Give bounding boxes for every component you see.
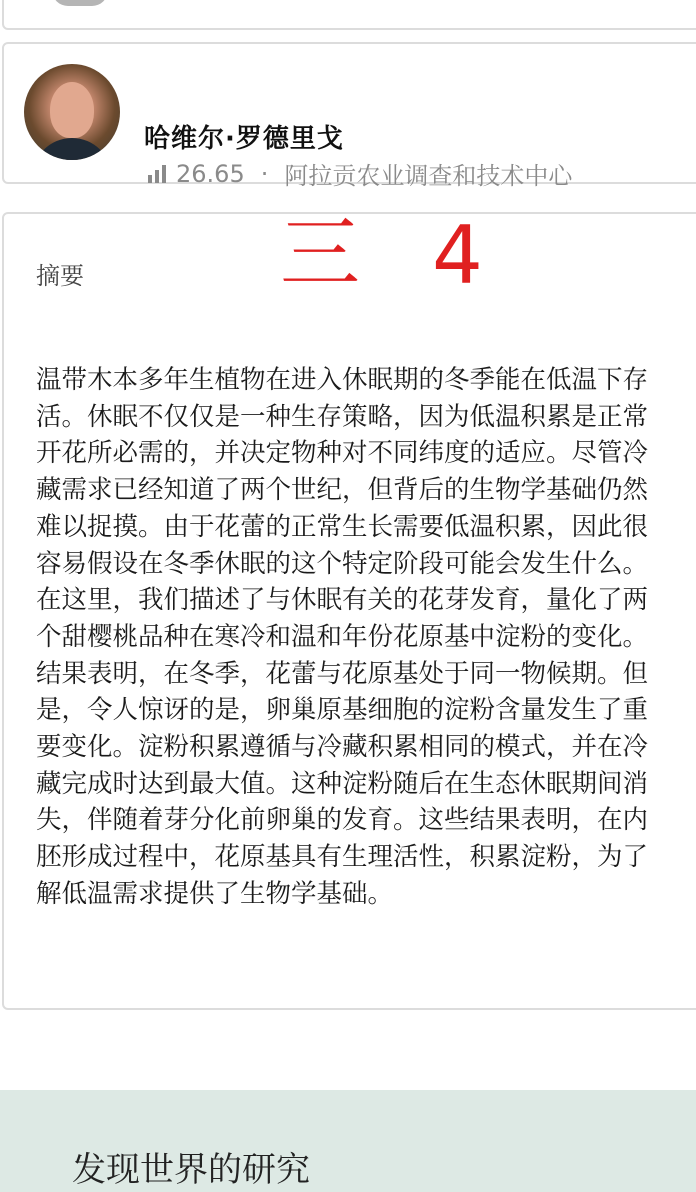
annotation-marker-three: 三 bbox=[280, 207, 360, 300]
abstract-header bbox=[2, 207, 696, 331]
previous-card[interactable] bbox=[2, 0, 696, 30]
abstract-label: 摘要 bbox=[36, 262, 84, 290]
avatar-face bbox=[50, 82, 94, 138]
avatar-shirt bbox=[32, 138, 112, 160]
author-score: 26.65 bbox=[176, 159, 245, 188]
previous-avatar bbox=[52, 0, 108, 6]
discover-title: 发现世界的研究 bbox=[72, 1150, 310, 1190]
abstract-body bbox=[2, 328, 696, 1010]
annotation-marker-four: 4 bbox=[432, 209, 483, 302]
meta-separator: · bbox=[260, 159, 269, 188]
avatar[interactable] bbox=[24, 64, 120, 160]
abstract-text: 温带木本多年生植物在进入休眠期的冬季能在低温下存活。休眠不仅仅是一种生存策略，因为低温积累是正常开花所必需的，并决定物种对不同纬度的适应。尽管冷藏需求已经知道了两个世纪，但背后的生物学基础仍然难以捉摸。由于花蕾的正常生长需要低温积累，因此很容易假设在冬季休眠的这个特定阶段可能会发生什么。在这里，我们描述了与休眠有关的花芽发育，量化了两个甜樱桃品种在寒冷和温和年份花原基中淀粉的变化。结果表明，在冬季，花蕾与花原基处于同一物候期。但是，令人惊讶的是，卵巢原基细胞的淀粉含量发生了重要变化。淀粉积累遵循与冷藏积累相同的模式，并在冷藏完成时达到最大值。这种淀粉随后在生态休眠期间消失，伴随着芽分化前卵巢的发育。这些结果表明，在内胚形成过程中，花原基具有生理活性，积累淀粉，为了解低温需求提供了生物学基础。 bbox=[36, 365, 649, 909]
discover-section bbox=[0, 1090, 696, 1192]
author-meta bbox=[148, 156, 572, 191]
author-institution[interactable]: 阿拉贡农业调查和技术中心 bbox=[284, 162, 573, 190]
author-card[interactable] bbox=[2, 42, 696, 190]
author-name[interactable]: 哈维尔·罗德里戈 bbox=[144, 124, 344, 154]
score-bars-icon bbox=[148, 165, 166, 183]
